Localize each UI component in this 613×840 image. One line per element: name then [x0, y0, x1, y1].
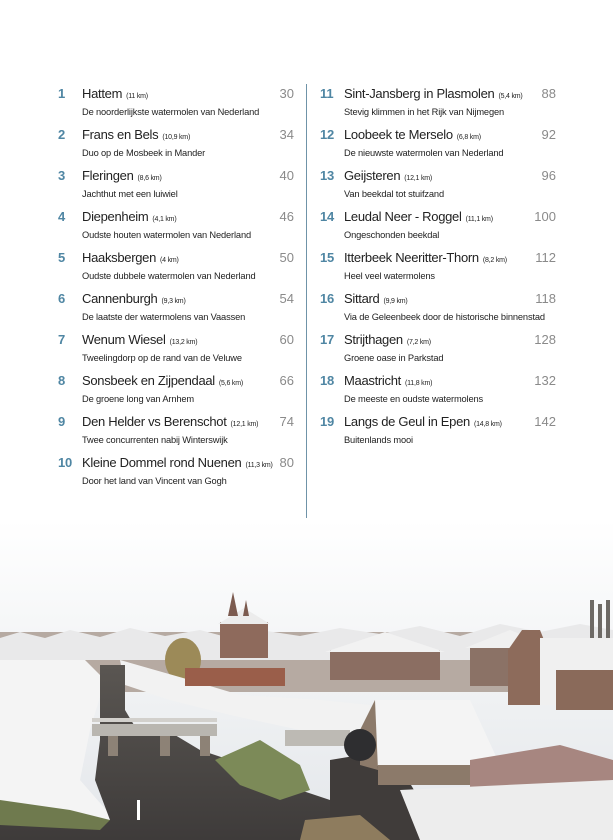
entry-body [344, 209, 556, 241]
stepped-gable-building [508, 630, 613, 710]
chapter-subtitle: Oudste houten watermolen van Nederland [82, 230, 251, 240]
chapter-title [82, 414, 258, 433]
chapter-title [82, 373, 243, 392]
chapter-subtitle: Twee concurrenten nabij Winterswijk [82, 435, 228, 445]
entry-body [344, 127, 556, 159]
route-distance: (9,9 km) [383, 298, 408, 305]
chapter-number: 11 [320, 86, 334, 101]
chapter-title-text: Strijthagen [344, 332, 403, 347]
page-number: 40 [279, 168, 294, 183]
page-number: 132 [534, 373, 556, 388]
route-distance: (9,3 km) [161, 298, 186, 305]
entry-body [344, 373, 556, 405]
chapter-subtitle: Buitenlands mooi [344, 435, 413, 445]
page-number: 128 [534, 332, 556, 347]
page-number: 112 [535, 250, 556, 265]
entry-body [344, 168, 556, 200]
page-number: 66 [279, 373, 294, 388]
chapter-title [344, 127, 481, 146]
page-number: 118 [535, 291, 556, 306]
snowy-watermill-village-photo [0, 520, 613, 840]
entry-title-row [344, 414, 556, 433]
chapter-title [82, 455, 273, 474]
entry-body [82, 168, 294, 200]
route-distance: (11,3 km) [245, 462, 273, 469]
chapter-subtitle: Oudste dubbele watermolen van Nederland [82, 271, 256, 281]
toc-entry[interactable] [320, 168, 556, 200]
route-distance: (12,1 km) [230, 421, 259, 428]
entry-title-row [344, 373, 556, 392]
chapter-title [344, 250, 507, 269]
chapter-title [344, 86, 523, 105]
entry-title-row [344, 250, 556, 269]
chapter-number: 4 [58, 209, 66, 224]
route-distance: (5,6 km) [218, 380, 243, 387]
chapter-subtitle: Van beekdal tot stuifzand [344, 189, 444, 199]
chapter-title [82, 250, 179, 269]
route-distance: (11,8 km) [404, 380, 433, 387]
chapter-title-text: Fleringen [82, 168, 134, 183]
chapter-number: 13 [320, 168, 335, 183]
route-distance: (11,1 km) [465, 216, 493, 223]
page-number: 74 [279, 414, 294, 429]
entry-title-row [82, 291, 294, 310]
chapter-title-text: Sittard [344, 291, 380, 306]
page-number: 96 [541, 168, 556, 183]
chapter-subtitle: Via de Geleenbeek door de historische binnenstad [344, 312, 545, 322]
chapter-title [82, 332, 197, 351]
entry-body [82, 250, 294, 282]
toc-entry[interactable] [58, 127, 294, 159]
entry-body [344, 414, 556, 446]
toc-entry[interactable] [58, 291, 294, 323]
route-distance: (10,9 km) [162, 134, 191, 141]
route-distance: (5,4 km) [498, 93, 523, 100]
chapter-subtitle: Jachthut met een luiwiel [82, 189, 178, 199]
water-gauge-post [137, 800, 140, 820]
entry-title-row [82, 455, 294, 474]
entry-body [82, 209, 294, 241]
chapter-title [82, 291, 186, 310]
entry-title-row [82, 250, 294, 269]
entry-body [82, 455, 294, 487]
entry-title-row [344, 291, 556, 310]
entry-body [82, 86, 294, 118]
toc-entry[interactable] [58, 250, 294, 282]
toc-right-column [320, 86, 556, 446]
entry-title-row [344, 168, 556, 187]
chapter-number: 19 [320, 414, 335, 429]
toc-entry[interactable] [58, 168, 294, 200]
chapter-title-text: Maastricht [344, 373, 401, 388]
chapter-number: 16 [320, 291, 335, 306]
toc-entry[interactable] [58, 455, 294, 487]
chapter-title-text: Leudal Neer - Roggel [344, 209, 462, 224]
poplar-tree [598, 604, 602, 640]
route-distance: (8,2 km) [482, 257, 507, 264]
chapter-title [344, 414, 502, 433]
snowy-ground-right [400, 780, 613, 840]
entry-title-row [82, 86, 294, 105]
chapter-subtitle: Stevig klimmen in het Rijk van Nijmegen [344, 107, 505, 117]
entry-title-row [344, 209, 556, 228]
chapter-title-text: Langs de Geul in Epen [344, 414, 470, 429]
entry-title-row [344, 332, 556, 351]
page-number: 92 [541, 127, 556, 142]
chapter-title [344, 168, 432, 187]
route-distance: (8,6 km) [137, 175, 162, 182]
route-distance: (4 km) [160, 257, 179, 264]
page-number: 80 [279, 455, 294, 470]
poplar-tree [606, 600, 610, 640]
weir [285, 730, 350, 746]
chapter-title-text: Sonsbeek en Zijpendaal [82, 373, 215, 388]
chapter-title [344, 291, 408, 310]
chapter-subtitle: Door het land van Vincent van Gogh [82, 476, 227, 486]
chapter-number: 18 [320, 373, 335, 388]
toc-entry[interactable] [320, 373, 556, 405]
chapter-title [82, 209, 176, 228]
entry-title-row [344, 127, 556, 146]
chapter-title-text: Den Helder vs Berenschot [82, 414, 227, 429]
chapter-title-text: Hattem [82, 86, 123, 101]
chapter-title-text: Kleine Dommel rond Nuenen [82, 455, 242, 470]
toc-entry[interactable] [320, 127, 556, 159]
toc-entry[interactable] [58, 332, 294, 364]
entry-body [82, 291, 294, 323]
entry-title-row [344, 86, 556, 105]
chapter-title-text: Geijsteren [344, 168, 401, 183]
chapter-subtitle: Groene oase in Parkstad [344, 353, 444, 363]
toc-entry[interactable] [320, 250, 556, 282]
toc-entry[interactable] [320, 209, 556, 241]
page-number: 88 [541, 86, 556, 101]
entry-body [344, 332, 556, 364]
entry-body [82, 127, 294, 159]
brick-wall [185, 668, 285, 686]
page-number: 50 [279, 250, 294, 265]
entry-title-row [82, 168, 294, 187]
chapter-title-text: Diepenheim [82, 209, 149, 224]
route-distance: (4,1 km) [152, 216, 177, 223]
entry-body [82, 414, 294, 446]
toc-left-column [58, 86, 294, 487]
chapter-number: 17 [320, 332, 335, 347]
chapter-number: 14 [320, 209, 335, 224]
entry-body [82, 373, 294, 405]
route-distance: (11 km) [126, 93, 148, 100]
entry-title-row [82, 414, 294, 433]
route-distance: (14,8 km) [473, 421, 502, 428]
chapter-subtitle: Duo op de Mosbeek in Mander [82, 148, 206, 158]
chapter-title-text: Wenum Wiesel [82, 332, 166, 347]
chapter-number: 6 [58, 291, 66, 306]
route-distance: (12,1 km) [404, 175, 433, 182]
entry-body [344, 291, 556, 323]
route-distance: (6,8 km) [456, 134, 481, 141]
chapter-number: 15 [320, 250, 335, 265]
entry-title-row [82, 127, 294, 146]
chapter-title-text: Itterbeek Neeritter-Thorn [344, 250, 479, 265]
chapter-subtitle: De laatste der watermolens van Vaassen [82, 312, 246, 322]
chapter-number: 7 [58, 332, 66, 347]
chapter-title-text: Frans en Bels [82, 127, 159, 142]
toc-entry[interactable] [58, 86, 294, 118]
chapter-number: 9 [58, 414, 66, 429]
chapter-number: 10 [58, 455, 73, 470]
page-number: 142 [534, 414, 556, 429]
entry-title-row [82, 373, 294, 392]
chapter-number: 12 [320, 127, 335, 142]
chapter-subtitle: Heel veel watermolens [344, 271, 435, 281]
toc-entry[interactable] [58, 209, 294, 241]
toc-entry[interactable] [320, 332, 556, 364]
entry-body [344, 250, 556, 282]
poplar-tree [590, 600, 594, 640]
chapter-number: 8 [58, 373, 66, 388]
water-wheel [344, 729, 376, 761]
chapter-number: 5 [58, 250, 66, 265]
toc-entry[interactable] [320, 414, 556, 446]
chapter-subtitle: De meeste en oudste watermolens [344, 394, 484, 404]
chapter-title-text: Loobeek te Merselo [344, 127, 453, 142]
page-number: 54 [279, 291, 294, 306]
entry-title-row [82, 332, 294, 351]
chapter-title-text: Cannenburgh [82, 291, 158, 306]
chapter-title [344, 373, 432, 392]
page-number: 34 [279, 127, 294, 142]
chapter-number: 1 [58, 86, 66, 101]
page-number: 30 [279, 86, 294, 101]
route-distance: (7,2 km) [406, 339, 431, 346]
page-number: 46 [279, 209, 294, 224]
entry-body [344, 86, 556, 118]
chapter-title [344, 332, 431, 351]
chapter-number: 2 [58, 127, 66, 142]
chapter-title [82, 127, 190, 146]
chapter-title [82, 86, 148, 105]
chapter-number: 3 [58, 168, 66, 183]
chapter-title-text: Haaksbergen [82, 250, 157, 265]
chapter-title [344, 209, 493, 228]
entry-body [82, 332, 294, 364]
chapter-title [82, 168, 162, 187]
toc-entry[interactable] [320, 86, 556, 118]
route-distance: (13,2 km) [169, 339, 198, 346]
chapter-subtitle: Tweelingdorp op de rand van de Veluwe [82, 353, 242, 363]
chapter-title-text: Sint-Jansberg in Plasmolen [344, 86, 495, 101]
chapter-subtitle: Ongeschonden beekdal [344, 230, 440, 240]
toc-entry[interactable] [320, 291, 556, 323]
chapter-subtitle: De groene long van Arnhem [82, 394, 195, 404]
entry-title-row [82, 209, 294, 228]
page-number: 60 [279, 332, 294, 347]
toc-entry[interactable] [58, 373, 294, 405]
house-wall [330, 650, 440, 680]
page-number: 100 [534, 209, 556, 224]
toc-entry[interactable] [58, 414, 294, 446]
chapter-subtitle: De noorderlijkste watermolen van Nederland [82, 107, 260, 117]
column-divider [306, 84, 307, 518]
chapter-subtitle: De nieuwste watermolen van Nederland [344, 148, 504, 158]
